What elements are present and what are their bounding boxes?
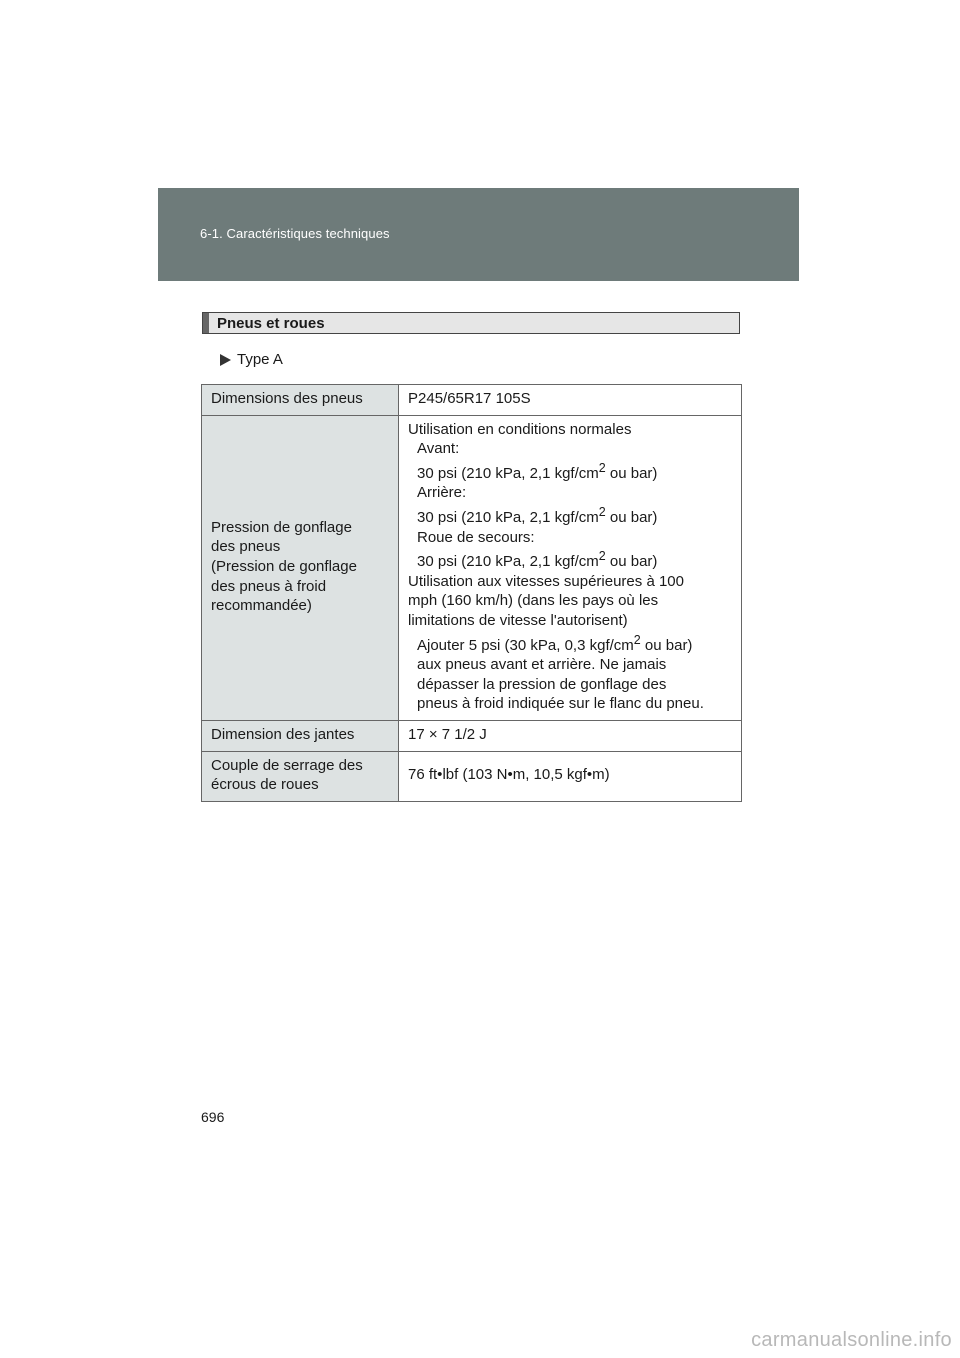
unit-suffix: ou bar) (605, 464, 658, 482)
spare-value (408, 547, 733, 572)
add-text: Ajouter 5 psi (30 kPa, 0,3 kgf/cm (417, 636, 634, 654)
table-row (202, 415, 742, 720)
tire-size-label: Dimensions des pneus (202, 385, 399, 416)
rear-value-text: 30 psi (210 kPa, 2,1 kgf/cm (417, 508, 599, 526)
spare-value-text: 30 psi (210 kPa, 2,1 kgf/cm (417, 553, 599, 571)
front-value-text: 30 psi (210 kPa, 2,1 kgf/cm (417, 464, 599, 482)
exponent: 2 (633, 632, 641, 647)
header-band (158, 188, 799, 281)
add-line (408, 631, 733, 656)
section-heading (202, 312, 740, 334)
label-line: Pression de gonflage (211, 518, 352, 536)
tire-size-value: P245/65R17 105S (399, 385, 742, 416)
heading-bar (203, 313, 209, 333)
wheel-size-value: 17 × 7 1/2 J (399, 720, 742, 751)
label-line: Couple de serrage des (211, 756, 363, 774)
torque-label (202, 751, 399, 801)
table-row (202, 751, 742, 801)
label-line: écrous de roues (211, 776, 319, 794)
unit-suffix: ou bar) (605, 553, 658, 571)
exponent: 2 (598, 504, 606, 519)
high-speed-line: mph (160 km/h) (dans les pays où les (408, 592, 659, 610)
type-label (220, 351, 283, 368)
front-value (408, 459, 733, 484)
triangle-icon (220, 354, 231, 366)
pressure-label (202, 415, 399, 720)
rear-value (408, 503, 733, 528)
add-line: aux pneus avant et arrière. Ne jamais (417, 656, 667, 674)
wheel-size-label: Dimension des jantes (202, 720, 399, 751)
type-label-text: Type A (237, 351, 283, 368)
section-title: 6-1. Caractéristiques techniques (200, 226, 390, 241)
page-number: 696 (201, 1109, 225, 1125)
spare-label: Roue de secours: (417, 528, 535, 546)
pressure-value (399, 415, 742, 720)
table-row (202, 385, 742, 416)
torque-value: 76 ft•lbf (103 N•m, 10,5 kgf•m) (399, 751, 742, 801)
label-line: des pneus (211, 538, 281, 556)
add-line: dépasser la pression de gonflage des (417, 675, 667, 693)
watermark: carmanualsonline.info (751, 1329, 952, 1351)
label-line: des pneus à froid (211, 577, 327, 595)
unit-suffix: ou bar) (640, 636, 693, 654)
exponent: 2 (598, 460, 606, 475)
unit-suffix: ou bar) (605, 508, 658, 526)
rear-label: Arrière: (417, 484, 467, 502)
spec-table (201, 384, 742, 802)
high-speed-line: limitations de vitesse l'autorisent) (408, 611, 628, 629)
label-line: (Pression de gonflage (211, 557, 357, 575)
table-row (202, 720, 742, 751)
exponent: 2 (598, 549, 606, 564)
add-line: pneus à froid indiquée sur le flanc du pneu. (417, 695, 704, 713)
front-label: Avant: (417, 440, 460, 458)
heading-text: Pneus et roues (217, 315, 325, 332)
label-line: recommandée) (211, 597, 312, 615)
high-speed-line: Utilisation aux vitesses supérieures à 100 (408, 572, 684, 590)
normal-heading: Utilisation en conditions normales (408, 420, 632, 438)
